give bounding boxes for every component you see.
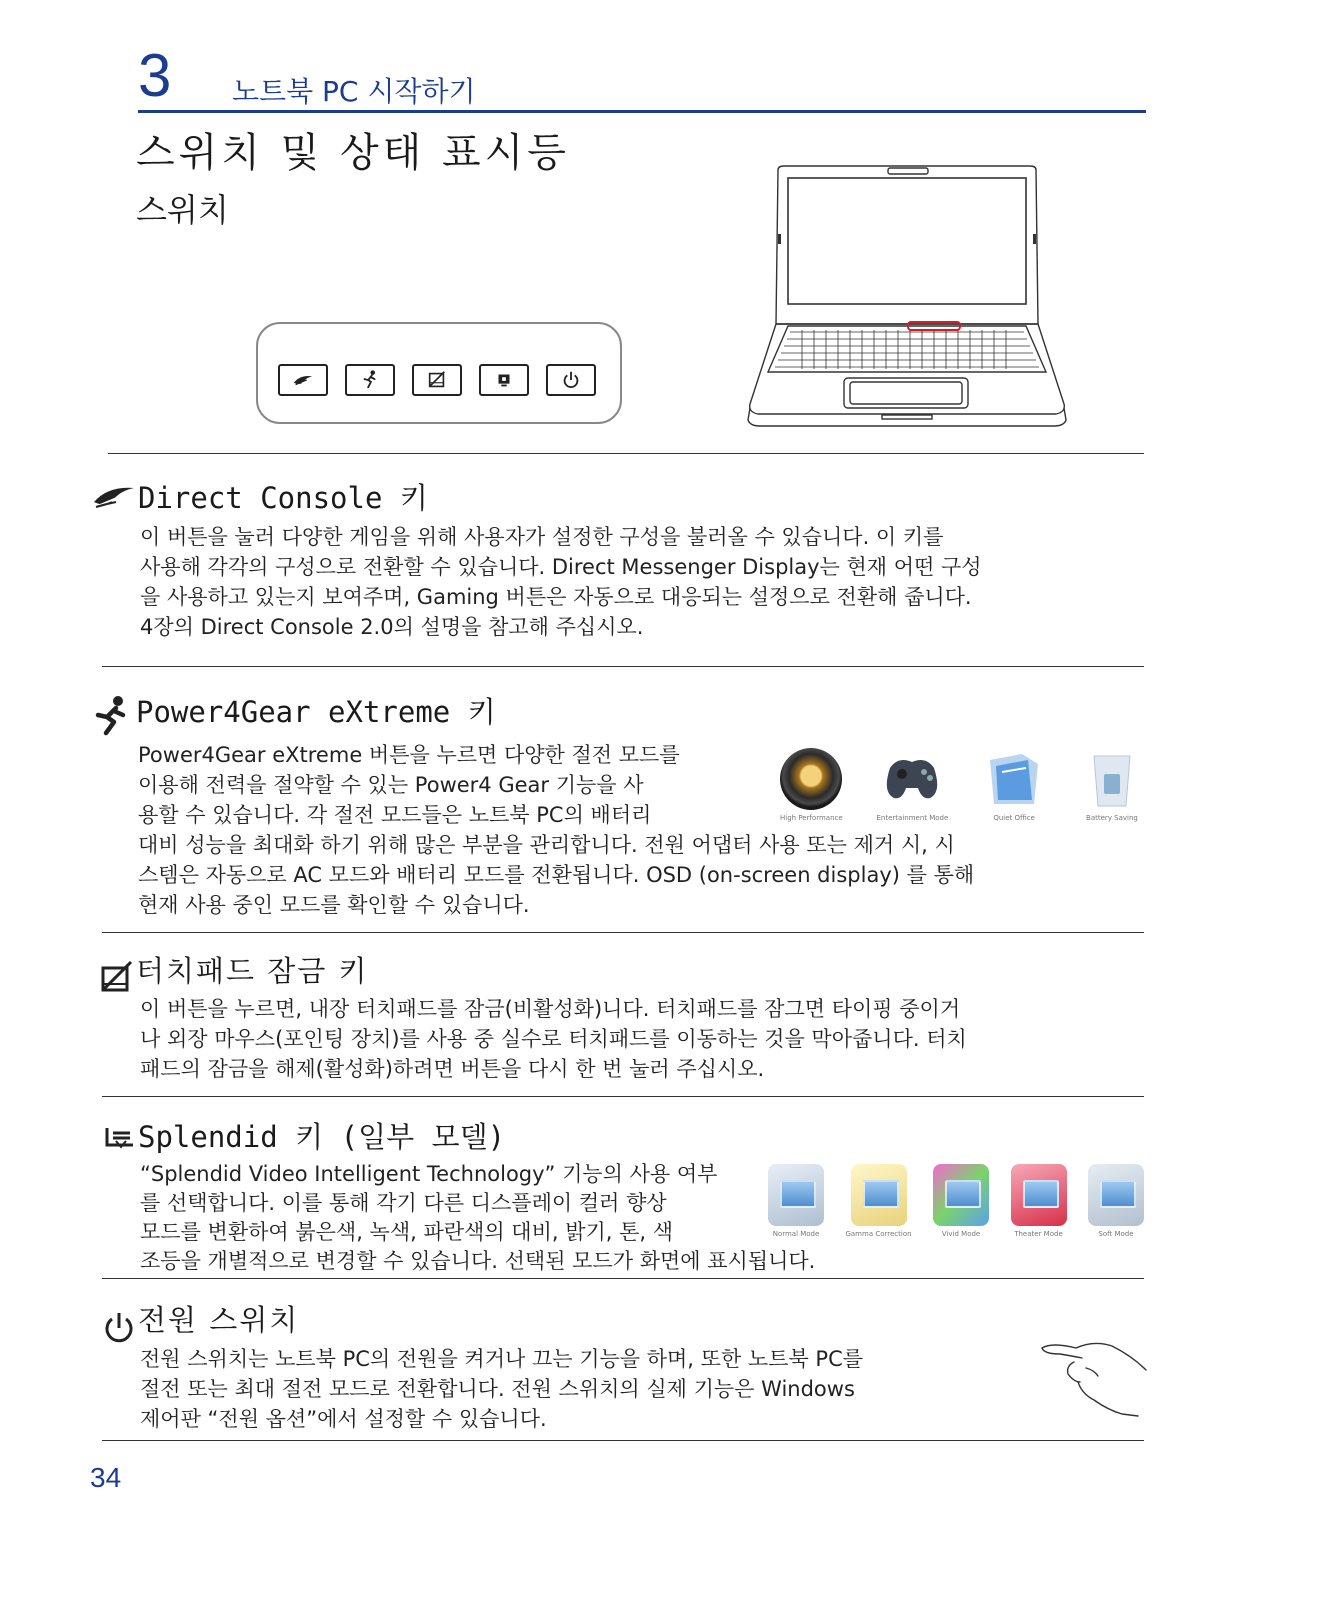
text-line: 전원 스위치는 노트북 PC의 전원을 켜거나 끄는 기능을 하며, 또한 노트북 PC를 — [140, 1347, 864, 1371]
laptop-illustration — [742, 164, 1072, 432]
power4gear-mode-thumbnails — [780, 748, 1144, 823]
touchpad-lock-icon — [426, 369, 448, 391]
normal-mode-icon — [768, 1164, 824, 1226]
thumbnail-caption: Soft Mode — [1098, 1230, 1134, 1238]
page-number: 34 — [90, 1462, 122, 1493]
direct-console-description — [140, 522, 982, 642]
splendid-description — [140, 1160, 815, 1276]
separator — [108, 453, 1144, 454]
splendid-icon — [104, 1125, 136, 1151]
power4gear-key — [345, 364, 395, 396]
text-line: 이 버튼을 누르면, 내장 터치패드를 잠금(비활성화)니다. 터치패드를 잠그면 타이핑 중이거 — [140, 997, 961, 1021]
rog-eye-icon — [92, 480, 136, 510]
thumbnail-caption: Theater Mode — [1014, 1230, 1063, 1238]
text-line: 나 외장 마우스(포인팅 장치)를 사용 중 실수로 터치패드를 이동하는 것을 막아줍니다. 터치 — [140, 1027, 967, 1051]
text-line: 이용해 전력을 절약할 수 있는 Power4 Gear 기능을 사 — [138, 773, 644, 797]
text-line: 이 버튼을 눌러 다양한 게임을 위해 사용자가 설정한 구성을 불러올 수 있습니다. 이 키를 — [140, 525, 944, 549]
separator — [102, 1096, 1144, 1097]
power4gear-title: Power4Gear eXtreme 키 — [136, 695, 496, 729]
touchpad-lock-description — [140, 994, 967, 1084]
power-switch-description — [140, 1344, 863, 1434]
rog-eye-icon — [292, 369, 314, 391]
mode-thumbnail — [845, 1164, 911, 1239]
separator — [102, 932, 1144, 933]
pressing-hand-illustration — [1038, 1336, 1150, 1420]
text-line: 패드의 잠금을 해제(활성화)하려면 버튼을 다시 한 번 눌러 주십시오. — [140, 1057, 765, 1081]
text-line: 스템은 자동으로 AC 모드와 배터리 모드를 전환됩니다. OSD (on-screen display) 를 통해 — [138, 863, 975, 887]
separator — [102, 1278, 1144, 1279]
splendid-key — [479, 364, 529, 396]
separator — [102, 666, 1144, 667]
touchpad-lock-title: 터치패드 잠금 키 — [136, 954, 369, 988]
text-line: 을 사용하고 있는지 보여주며, Gaming 버튼은 자동으로 대응되는 설정으로 전환해 줍니다. — [140, 585, 972, 609]
text-line: 를 선택합니다. 이를 통해 각기 다른 디스플레이 컬러 향상 — [140, 1191, 667, 1215]
text-line: 제어판 “전원 옵션”에서 설정할 수 있습니다. — [140, 1407, 547, 1431]
header-rule — [138, 110, 1146, 113]
gamepad-icon — [880, 748, 944, 810]
thumbnail-caption: Entertainment Mode — [876, 814, 949, 822]
battery-saving-icon — [1080, 748, 1144, 810]
mode-thumbnail — [768, 1164, 824, 1239]
power-icon — [560, 369, 582, 391]
chapter-number: 3 — [138, 42, 172, 109]
mode-thumbnail — [1080, 748, 1144, 823]
mode-thumbnail — [1088, 1164, 1144, 1239]
thumbnail-caption: Normal Mode — [772, 1230, 820, 1238]
mode-thumbnail — [982, 748, 1046, 823]
text-line: 절전 또는 최대 절전 모드로 전환합니다. 전원 스위치의 실제 기능은 Windows — [140, 1377, 855, 1401]
page-title: 스위치 및 상태 표시등 — [136, 130, 570, 176]
thumbnail-caption: High Performance — [780, 814, 843, 822]
text-line: “Splendid Video Intelligent Technology” 기능의 사용 여부 — [140, 1162, 718, 1186]
text-line: 현재 사용 중인 모드를 확인할 수 있습니다. — [138, 893, 530, 917]
direct-console-key — [278, 364, 328, 396]
gamma-correction-icon — [851, 1164, 907, 1226]
thumbnail-caption: Vivid Mode — [941, 1230, 981, 1238]
thumbnail-caption: Battery Saving — [1086, 814, 1138, 822]
switch-panel-illustration — [256, 322, 622, 424]
mode-thumbnail — [877, 748, 949, 823]
text-line: 용할 수 있습니다. 각 절전 모드들은 노트북 PC의 배터리 — [138, 803, 652, 827]
text-line: 대비 성능을 최대화 하기 위해 많은 부분을 관리합니다. 전원 어댑터 사용 또는 제거 시, 시 — [138, 833, 955, 857]
splendid-icon — [493, 369, 515, 391]
section-subtitle: 스위치 — [136, 191, 229, 229]
thumbnail-caption: Quiet Office — [993, 814, 1035, 822]
vivid-mode-icon — [933, 1164, 989, 1226]
splendid-mode-thumbnails — [768, 1164, 1144, 1239]
text-line: 사용해 각각의 구성으로 전환할 수 있습니다. Direct Messenger Display는 현재 어떤 구성 — [140, 555, 982, 579]
running-man-icon — [92, 695, 132, 737]
mode-thumbnail — [1011, 1164, 1067, 1239]
soft-mode-icon — [1088, 1164, 1144, 1226]
direct-console-title: Direct Console 키 — [138, 481, 428, 515]
text-line: Power4Gear eXtreme 버튼을 누르면 다양한 절전 모드를 — [138, 743, 680, 767]
high-performance-icon — [780, 748, 842, 810]
text-line: 조등을 개별적으로 변경할 수 있습니다. 선택된 모드가 화면에 표시됩니다. — [140, 1249, 816, 1273]
running-man-icon — [359, 369, 381, 391]
power-key — [546, 364, 596, 396]
power-switch-title: 전원 스위치 — [138, 1303, 300, 1337]
thumbnail-caption: Gamma Correction — [845, 1230, 912, 1238]
theater-mode-icon — [1011, 1164, 1067, 1226]
mode-thumbnail — [780, 748, 843, 823]
text-line: 모드를 변환하여 붉은색, 녹색, 파란색의 대비, 밝기, 톤, 색 — [140, 1220, 674, 1244]
splendid-title: Splendid 키 (일부 모델) — [138, 1120, 506, 1154]
power-icon — [102, 1310, 136, 1346]
mode-thumbnail — [933, 1164, 989, 1239]
text-line: 4장의 Direct Console 2.0의 설명을 참고해 주십시오. — [140, 615, 644, 639]
touchpad-lock-key — [412, 364, 462, 396]
separator — [102, 1440, 1144, 1441]
touchpad-lock-icon — [100, 960, 134, 994]
chapter-title: 노트북 PC 시작하기 — [232, 75, 476, 108]
office-folder-icon — [982, 748, 1046, 810]
